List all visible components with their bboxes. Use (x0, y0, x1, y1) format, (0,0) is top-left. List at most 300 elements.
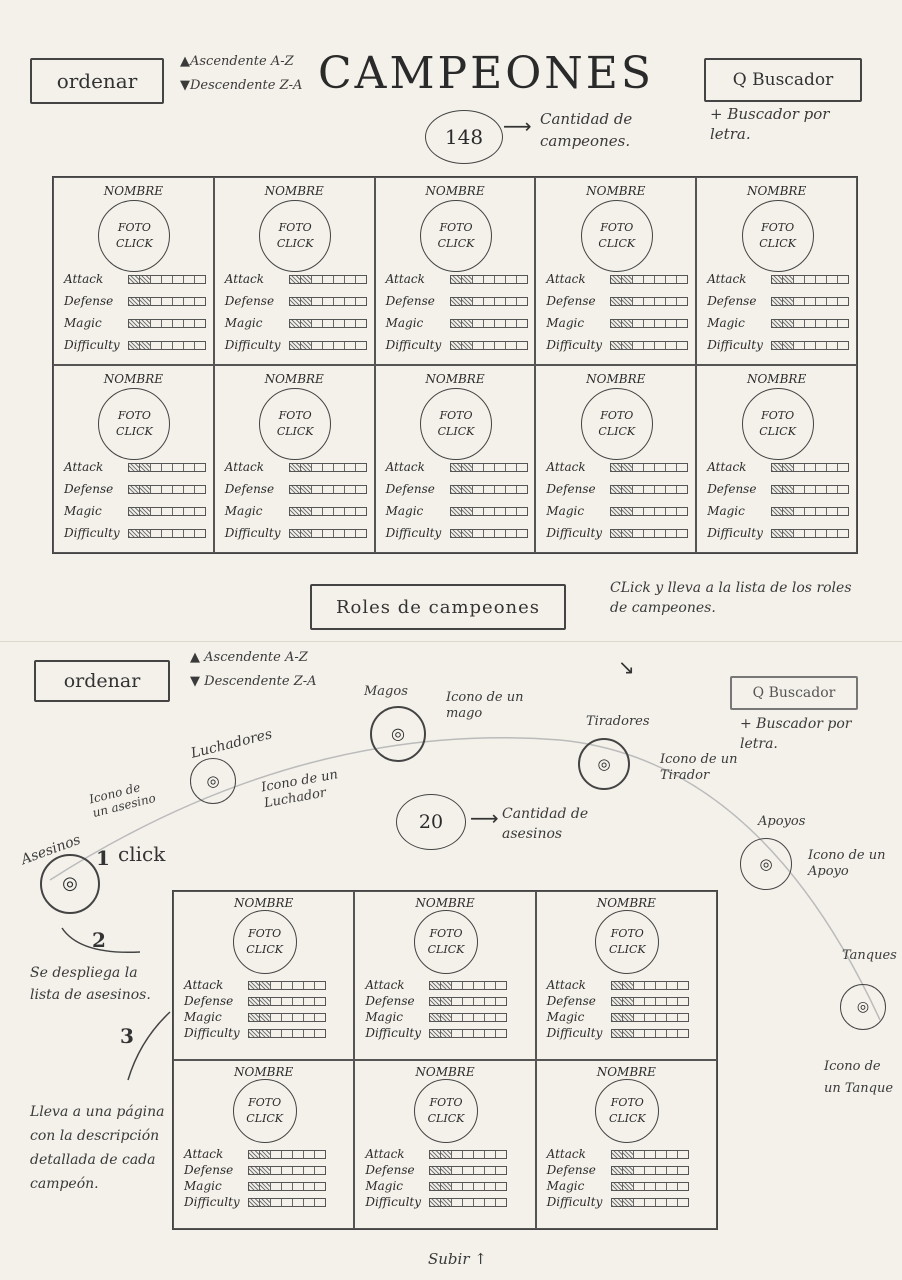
role-tiradores-icon[interactable]: ◎ (578, 738, 630, 790)
photo-label: FOTO (117, 409, 151, 422)
role-apoyos-label: Apoyos (758, 814, 806, 829)
stat-attack-bar (429, 1150, 507, 1159)
stat-magic (184, 1179, 326, 1193)
stat-defense-label: Defense (64, 482, 114, 496)
stat-defense-label: Defense (546, 1163, 596, 1177)
search-button-roles-label: Q Buscador (752, 685, 836, 701)
stat-attack-bar (610, 275, 688, 284)
stat-difficulty (547, 1026, 689, 1040)
champion-card[interactable] (536, 1060, 717, 1229)
stat-defense (386, 294, 528, 308)
click-label: CLICK (759, 425, 796, 438)
photo-label: FOTO (278, 221, 312, 234)
role-tanques-label: Tanques (842, 948, 897, 963)
stat-magic (386, 504, 528, 518)
stat-difficulty-bar (450, 341, 528, 350)
stat-difficulty-label: Difficulty (546, 526, 603, 540)
stat-difficulty-label: Difficulty (546, 1195, 603, 1209)
role-count-note: Cantidad de asesinos (502, 806, 589, 842)
sort-asc-roles-label: Ascendente A-Z (204, 650, 308, 665)
stat-defense-bar (611, 997, 689, 1006)
stat-attack-bar (248, 981, 326, 990)
stat-magic-label: Magic (64, 504, 102, 518)
photo-label: FOTO (600, 409, 634, 422)
click-label: CLICK (116, 425, 153, 438)
stat-difficulty-label: Difficulty (707, 338, 763, 352)
stat-attack-label: Attack (546, 460, 586, 474)
stat-attack-bar (610, 463, 688, 472)
stat-difficulty-label: Difficulty (707, 526, 763, 540)
stat-difficulty-bar (610, 529, 688, 538)
photo-label: FOTO (610, 1096, 644, 1109)
stat-defense-label: Defense (365, 994, 415, 1008)
stat-difficulty-label: Difficulty (365, 1026, 422, 1040)
stat-defense (225, 294, 367, 308)
stat-magic-bar (611, 1013, 689, 1022)
stat-attack-label: Attack (365, 978, 405, 992)
stat-attack (365, 978, 507, 992)
stat-magic (64, 504, 206, 518)
stat-difficulty-label: Difficulty (546, 1026, 603, 1040)
stat-difficulty (546, 338, 688, 352)
stat-magic-label: Magic (64, 316, 102, 330)
photo-label: FOTO (439, 221, 473, 234)
stat-difficulty-label: Difficulty (546, 338, 603, 352)
stat-magic-label: Magic (184, 1179, 222, 1193)
stat-attack-label: Attack (365, 1147, 405, 1161)
stat-difficulty-label: Difficulty (184, 1026, 240, 1040)
champion-card[interactable] (535, 365, 696, 553)
stat-defense-label: Defense (184, 1163, 234, 1177)
step2-number: 2 (92, 928, 106, 952)
sort-asc-option[interactable]: ▲Ascendente A-Z (180, 54, 294, 69)
stat-attack (225, 272, 367, 286)
stat-difficulty-bar (248, 1029, 326, 1038)
stat-magic-label: Magic (546, 1179, 585, 1193)
click-label: CLICK (608, 943, 646, 956)
stat-attack-bar (450, 463, 528, 472)
stat-difficulty (547, 1195, 689, 1209)
stat-attack-label: Attack (184, 1147, 224, 1161)
stat-magic-label: Magic (184, 1010, 222, 1024)
champion-photo[interactable] (98, 200, 170, 272)
champion-name: NOMBRE (596, 1065, 656, 1079)
role-count-badge (396, 794, 466, 850)
stat-difficulty (225, 338, 367, 352)
stat-difficulty-bar (610, 341, 688, 350)
step1-label: click (118, 842, 166, 866)
stat-defense (707, 482, 849, 496)
stat-attack-bar (611, 1150, 689, 1159)
sort-desc-option[interactable]: ▼Descendente Z-A (180, 78, 303, 93)
stat-attack-label: Attack (64, 460, 104, 474)
stat-magic-label: Magic (224, 504, 263, 518)
stat-difficulty-bar (771, 341, 849, 350)
click-label: CLICK (759, 237, 796, 250)
photo-label: FOTO (278, 409, 312, 422)
stat-defense-bar (128, 485, 206, 494)
stat-magic-label: Magic (546, 316, 585, 330)
search-button-label: Q Buscador (732, 70, 834, 90)
step3-arrow (128, 1012, 170, 1080)
stat-attack (64, 460, 206, 474)
stat-difficulty (365, 1026, 507, 1040)
stat-difficulty-label: Difficulty (64, 338, 120, 352)
order-button-label: ordenar (56, 69, 138, 93)
role-luchadores-icon[interactable]: ◎ (190, 758, 236, 804)
click-label: CLICK (608, 1112, 646, 1125)
stat-difficulty-bar (289, 341, 367, 350)
click-label: CLICK (437, 425, 475, 438)
stat-attack (184, 978, 326, 992)
champion-card[interactable] (53, 365, 214, 553)
stat-attack-bar (771, 275, 849, 284)
champion-name: NOMBRE (415, 896, 475, 910)
stat-attack-label: Attack (707, 272, 747, 286)
stat-difficulty-bar (429, 1029, 507, 1038)
stat-defense-bar (610, 297, 688, 306)
stat-defense-bar (611, 1166, 689, 1175)
stat-defense-bar (450, 297, 528, 306)
photo-label: FOTO (761, 409, 795, 422)
stat-magic (547, 1010, 689, 1024)
stat-magic (386, 316, 528, 330)
role-magos-icon[interactable]: ◎ (370, 706, 426, 762)
stat-difficulty-label: Difficulty (385, 526, 442, 540)
role-asesinos-icon[interactable]: ◎ (40, 854, 100, 914)
stat-attack (707, 272, 849, 286)
stat-attack-bar (289, 463, 367, 472)
champion-name: NOMBRE (234, 896, 294, 910)
stat-magic (707, 504, 849, 518)
champion-grid (52, 176, 858, 554)
stat-defense-bar (289, 297, 367, 306)
stat-defense (707, 294, 849, 308)
stat-magic-label: Magic (546, 504, 585, 518)
stat-difficulty (365, 1195, 507, 1209)
champion-photo[interactable] (98, 388, 170, 460)
stat-attack-bar (128, 275, 206, 284)
champion-card[interactable] (375, 177, 536, 365)
photo-label: FOTO (248, 1096, 282, 1109)
stat-defense (547, 994, 689, 1008)
stat-attack-label: Attack (546, 978, 586, 992)
stat-magic-bar (128, 319, 206, 328)
click-label: CLICK (246, 943, 283, 956)
search-button[interactable] (704, 58, 862, 102)
stat-defense-bar (248, 997, 326, 1006)
click-label: CLICK (598, 425, 636, 438)
champion-photo[interactable] (233, 1079, 297, 1143)
order-button-roles-label: ordenar (63, 670, 141, 692)
stat-defense (547, 1163, 689, 1177)
stat-attack-bar (450, 275, 528, 284)
champion-photo[interactable] (259, 200, 331, 272)
champion-photo[interactable] (233, 910, 297, 974)
champion-photo[interactable] (259, 388, 331, 460)
stat-attack-label: Attack (224, 460, 265, 474)
stat-attack-label: Attack (385, 272, 425, 286)
stat-defense-label: Defense (707, 482, 757, 496)
stat-defense-bar (450, 485, 528, 494)
stat-difficulty (386, 338, 528, 352)
stat-difficulty-label: Difficulty (224, 338, 281, 352)
stat-defense-label: Defense (64, 294, 114, 308)
stat-difficulty-bar (128, 341, 206, 350)
champion-card[interactable] (354, 1060, 535, 1229)
champion-name: NOMBRE (103, 184, 164, 198)
click-label: CLICK (116, 237, 153, 250)
stat-magic (184, 1010, 326, 1024)
stat-defense-label: Defense (385, 294, 435, 308)
champion-photo[interactable] (595, 1079, 659, 1143)
role-asesinos-label: Asesinos (19, 831, 83, 869)
champion-card[interactable] (696, 365, 857, 553)
stat-difficulty (64, 338, 206, 352)
champion-photo[interactable] (581, 200, 653, 272)
stat-magic (546, 504, 688, 518)
click-label: CLICK (598, 237, 636, 250)
champion-photo[interactable] (420, 388, 492, 460)
apoyo-icon-note: Icono de un Apoyo (808, 848, 886, 879)
stat-difficulty-bar (289, 529, 367, 538)
step3-number: 3 (120, 1024, 134, 1048)
stat-attack-bar (289, 275, 367, 284)
champion-photo[interactable] (742, 200, 814, 272)
stat-magic-label: Magic (546, 1010, 585, 1024)
champion-photo[interactable] (581, 388, 653, 460)
champion-count-badge (425, 110, 503, 164)
roles-note: CLick y lleva a la lista de los roles de campeones. (610, 580, 852, 616)
stat-magic-bar (610, 507, 688, 516)
champion-photo[interactable] (414, 910, 478, 974)
role-count-arrow-icon: ⟶ (470, 806, 499, 830)
sort-desc-option-roles[interactable]: ▼ Descendente Z-A (190, 674, 317, 689)
photo-label: FOTO (429, 927, 463, 940)
stat-defense (365, 1163, 507, 1177)
page-title: CAMPEONES (318, 48, 655, 99)
champion-count: 148 (444, 125, 484, 149)
step1-number: 1 (96, 846, 110, 870)
count-arrow-icon: ⟶ (503, 114, 532, 138)
roles-arrow-icon: ↘ (618, 655, 635, 679)
champion-card[interactable] (173, 891, 354, 1060)
stat-defense (546, 482, 688, 496)
stat-attack-label: Attack (546, 1147, 586, 1161)
champion-name: NOMBRE (264, 372, 324, 386)
stat-magic-bar (248, 1013, 326, 1022)
stat-defense (184, 1163, 326, 1177)
click-label: CLICK (276, 237, 314, 250)
stat-attack (546, 460, 688, 474)
champion-name: NOMBRE (415, 1065, 475, 1079)
assassin-grid (172, 890, 718, 1230)
stat-difficulty (546, 526, 688, 540)
click-label: CLICK (276, 425, 314, 438)
stat-difficulty-bar (128, 529, 206, 538)
roles-button[interactable] (310, 584, 566, 630)
stat-magic (225, 504, 367, 518)
stat-difficulty (184, 1195, 326, 1209)
scroll-up-link[interactable]: Subir ↑ (428, 1250, 487, 1268)
stat-attack-bar (611, 981, 689, 990)
champion-name: NOMBRE (103, 372, 164, 386)
role-count: 20 (418, 811, 444, 833)
stat-defense-label: Defense (546, 994, 596, 1008)
asesino-icon-note: Icono de un asesino (87, 780, 158, 821)
role-tanques-icon[interactable]: ◎ (840, 984, 886, 1030)
stat-magic-label: Magic (224, 316, 263, 330)
stat-defense-bar (248, 1166, 326, 1175)
champion-name: NOMBRE (425, 372, 485, 386)
stat-attack-label: Attack (64, 272, 104, 286)
stat-difficulty-bar (611, 1198, 689, 1207)
champion-name: NOMBRE (264, 184, 324, 198)
stat-attack-bar (248, 1150, 326, 1159)
stat-defense (184, 994, 326, 1008)
champion-card[interactable] (375, 365, 536, 553)
photo-label: FOTO (439, 409, 473, 422)
stat-attack (64, 272, 206, 286)
stat-attack (225, 460, 367, 474)
search-note-roles: + Buscador por letra. (740, 716, 852, 752)
stat-magic-bar (248, 1182, 326, 1191)
stat-attack (547, 1147, 689, 1161)
stat-magic-bar (429, 1182, 507, 1191)
order-button[interactable] (30, 58, 164, 104)
stat-difficulty-bar (429, 1198, 507, 1207)
photo-label: FOTO (429, 1096, 463, 1109)
stat-defense (546, 294, 688, 308)
stat-defense (64, 482, 206, 496)
paper-fold (0, 641, 902, 642)
stat-magic-bar (289, 507, 367, 516)
champion-card[interactable] (214, 365, 375, 553)
champion-card[interactable] (53, 177, 214, 365)
stat-defense-label: Defense (224, 482, 275, 496)
champion-card[interactable] (354, 891, 535, 1060)
stat-attack (546, 272, 688, 286)
stat-magic-bar (429, 1013, 507, 1022)
photo-label: FOTO (761, 221, 795, 234)
stat-difficulty (707, 338, 849, 352)
stat-defense-bar (610, 485, 688, 494)
stat-magic-label: Magic (365, 1010, 404, 1024)
tirador-icon-note: Icono de un Tirador (660, 752, 738, 783)
stat-magic (365, 1179, 507, 1193)
champion-card[interactable] (173, 1060, 354, 1229)
stat-difficulty (64, 526, 206, 540)
photo-label: FOTO (248, 927, 282, 940)
champion-name: NOMBRE (586, 372, 646, 386)
stat-difficulty-bar (771, 529, 849, 538)
stat-defense-label: Defense (224, 294, 275, 308)
click-label: CLICK (437, 237, 475, 250)
count-note: Cantidad de campeones. (540, 110, 633, 150)
champion-photo[interactable] (414, 1079, 478, 1143)
stat-magic-bar (611, 1182, 689, 1191)
stat-defense-label: Defense (385, 482, 435, 496)
stat-magic (707, 316, 849, 330)
stat-difficulty (225, 526, 367, 540)
click-label: CLICK (427, 1112, 465, 1125)
stat-defense (225, 482, 367, 496)
role-luchadores-label: Luchadores (189, 726, 274, 762)
stat-magic (64, 316, 206, 330)
champion-card[interactable] (536, 891, 717, 1060)
stat-magic-bar (610, 319, 688, 328)
stat-attack-label: Attack (385, 460, 425, 474)
step3-note: Lleva a una página con la descripción detallada de cada campeón. (30, 1104, 165, 1192)
stat-difficulty-bar (450, 529, 528, 538)
stat-attack (547, 978, 689, 992)
champion-card[interactable] (535, 177, 696, 365)
champion-name: NOMBRE (234, 1065, 294, 1079)
mago-icon-note: Icono de un mago (446, 690, 524, 721)
order-button-roles[interactable] (34, 660, 170, 702)
stat-magic (225, 316, 367, 330)
stat-defense-label: Defense (707, 294, 757, 308)
stat-defense (365, 994, 507, 1008)
stat-magic (546, 316, 688, 330)
champion-photo[interactable] (742, 388, 814, 460)
stat-difficulty-label: Difficulty (385, 338, 442, 352)
stat-magic (547, 1179, 689, 1193)
click-label: CLICK (246, 1112, 283, 1125)
stat-difficulty (386, 526, 528, 540)
stat-magic-label: Magic (707, 316, 745, 330)
photo-label: FOTO (610, 927, 644, 940)
stat-magic-label: Magic (385, 504, 424, 518)
stat-attack-label: Attack (707, 460, 747, 474)
stat-defense (64, 294, 206, 308)
stat-attack-bar (128, 463, 206, 472)
champion-name: NOMBRE (425, 184, 485, 198)
stat-defense-label: Defense (546, 482, 596, 496)
role-tiradores-label: Tiradores (586, 714, 650, 729)
stat-difficulty-bar (611, 1029, 689, 1038)
champion-card[interactable] (214, 177, 375, 365)
champion-name: NOMBRE (596, 896, 656, 910)
sort-asc-option-roles[interactable]: ▲ Ascendente A-Z (190, 650, 308, 665)
stat-defense-label: Defense (184, 994, 234, 1008)
champion-photo[interactable] (595, 910, 659, 974)
stat-magic-label: Magic (707, 504, 745, 518)
sort-desc-roles-label: Descendente Z-A (204, 674, 317, 689)
champion-photo[interactable] (420, 200, 492, 272)
stat-defense-label: Defense (546, 294, 596, 308)
stat-defense (386, 482, 528, 496)
stat-defense-bar (429, 1166, 507, 1175)
role-magos-label: Magos (364, 684, 408, 699)
luchador-icon-note: Icono de un Luchador (260, 767, 340, 812)
stat-defense-bar (771, 485, 849, 494)
stat-attack-bar (771, 463, 849, 472)
stat-difficulty-label: Difficulty (365, 1195, 422, 1209)
stat-magic-bar (450, 319, 528, 328)
role-apoyos-icon[interactable]: ◎ (740, 838, 792, 890)
roles-button-label: Roles de campeones (335, 596, 541, 618)
champion-card[interactable] (696, 177, 857, 365)
tanque-icon-note: Icono de un Tanque (824, 1059, 894, 1096)
stat-magic-bar (450, 507, 528, 516)
stat-difficulty (707, 526, 849, 540)
stat-attack (365, 1147, 507, 1161)
stat-defense-label: Defense (365, 1163, 415, 1177)
stat-attack-label: Attack (224, 272, 265, 286)
step2-note: Se despliega la lista de asesinos. (30, 965, 151, 1003)
stat-difficulty-bar (248, 1198, 326, 1207)
